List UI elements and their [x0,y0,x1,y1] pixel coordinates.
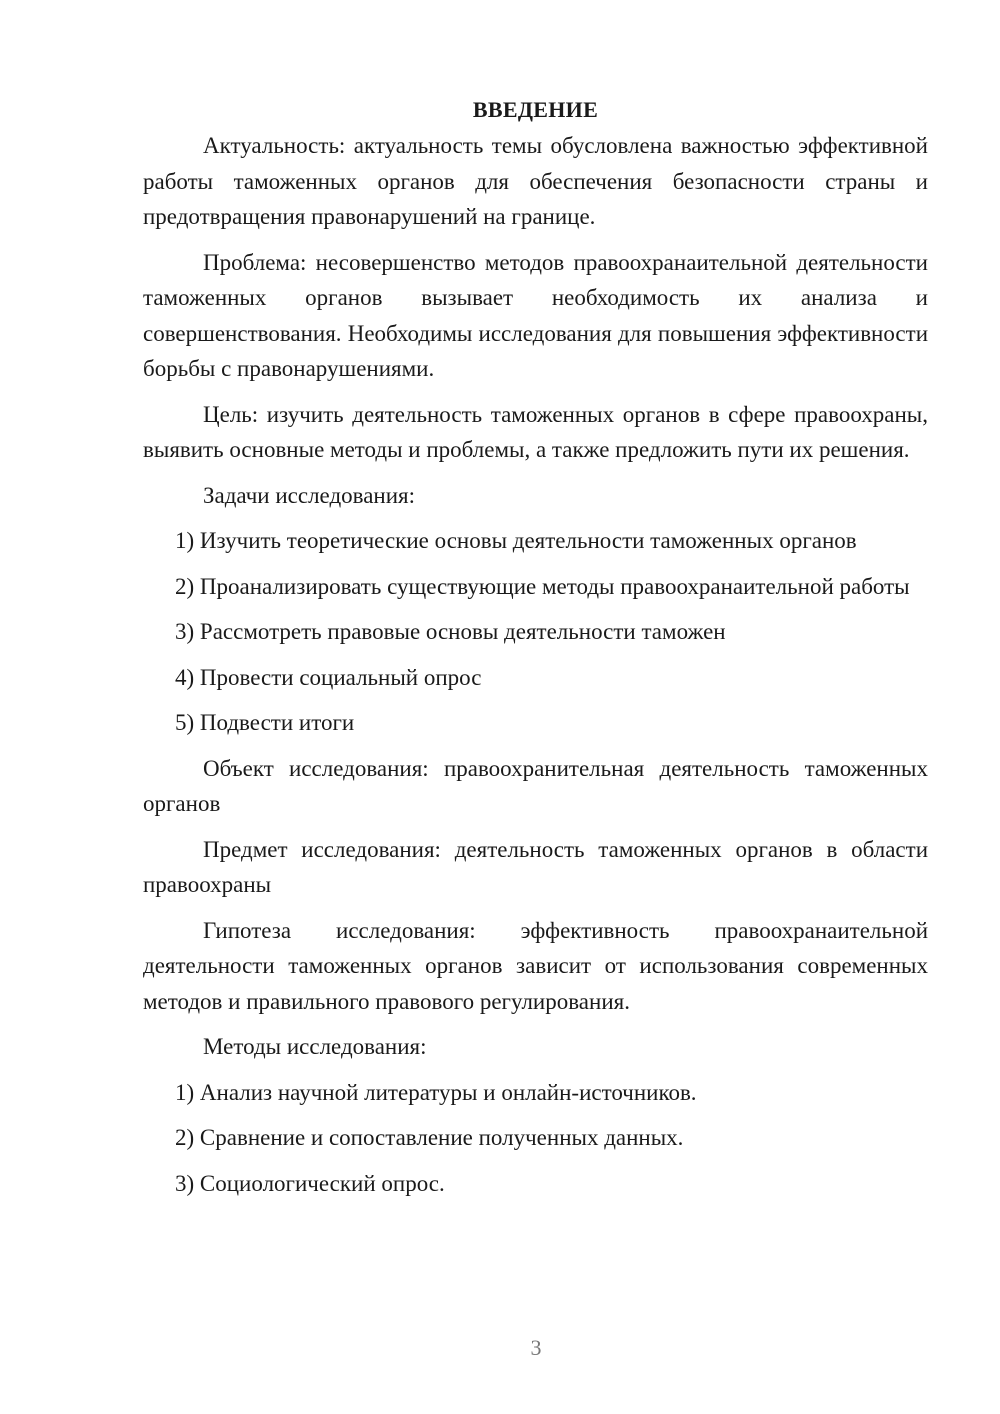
tasks-heading: Задачи исследования: [203,482,416,508]
page-title: ВВЕДЕНИЕ [472,97,599,122]
object-paragraph: Объект исследования: правоохранительная деятельность таможенных органов [143,755,928,816]
problem-paragraph: Проблема: несовершенство методов правоохранаительной деятельности таможенных органов вызывает необходимость их анализа и совершенствования. Необходимы исследования для повышения эффективности борьбы с правонарушениями. [143,249,928,381]
method-item-3: 3) Социологический опрос. [175,1170,445,1196]
methods-heading: Методы исследования: [203,1034,427,1059]
subject-paragraph: Предмет исследования: деятельность таможенных органов в области правоохраны [143,836,928,897]
method-item-1: 1) Анализ научной литературы и онлайн-источников. [175,1079,697,1105]
relevance-paragraph: Актуальность: актуальность темы обусловлена важностью эффективной работы таможенных органов для обеспечения безопасности страны и предотвращения правонарушений на границе. [143,133,928,229]
task-item-4: 4) Провести социальный опрос [175,664,482,690]
method-item-2: 2) Сравнение и сопоставление полученных данных. [175,1125,684,1150]
task-item-2: 2) Проанализировать существующие методы правоохранаительной работы [175,573,910,599]
hypothesis-paragraph: Гипотеза исследования: эффективность правоохранаительной деятельности таможенных органов зависит от использования современных методов и правильного правового регулирования. [143,917,928,1014]
page-content [143,92,928,1211]
page-number: 3 [530,1335,542,1360]
task-item-3: 3) Рассмотреть правовые основы деятельности таможен [175,619,726,644]
goal-paragraph: Цель: изучить деятельность таможенных органов в сфере правоохраны, выявить основные методы и проблемы, а также предложить пути их решения. [143,401,928,462]
task-item-1: 1) Изучить теоретические основы деятельности таможенных органов [175,528,857,553]
task-item-5: 5) Подвести итоги [175,710,355,735]
